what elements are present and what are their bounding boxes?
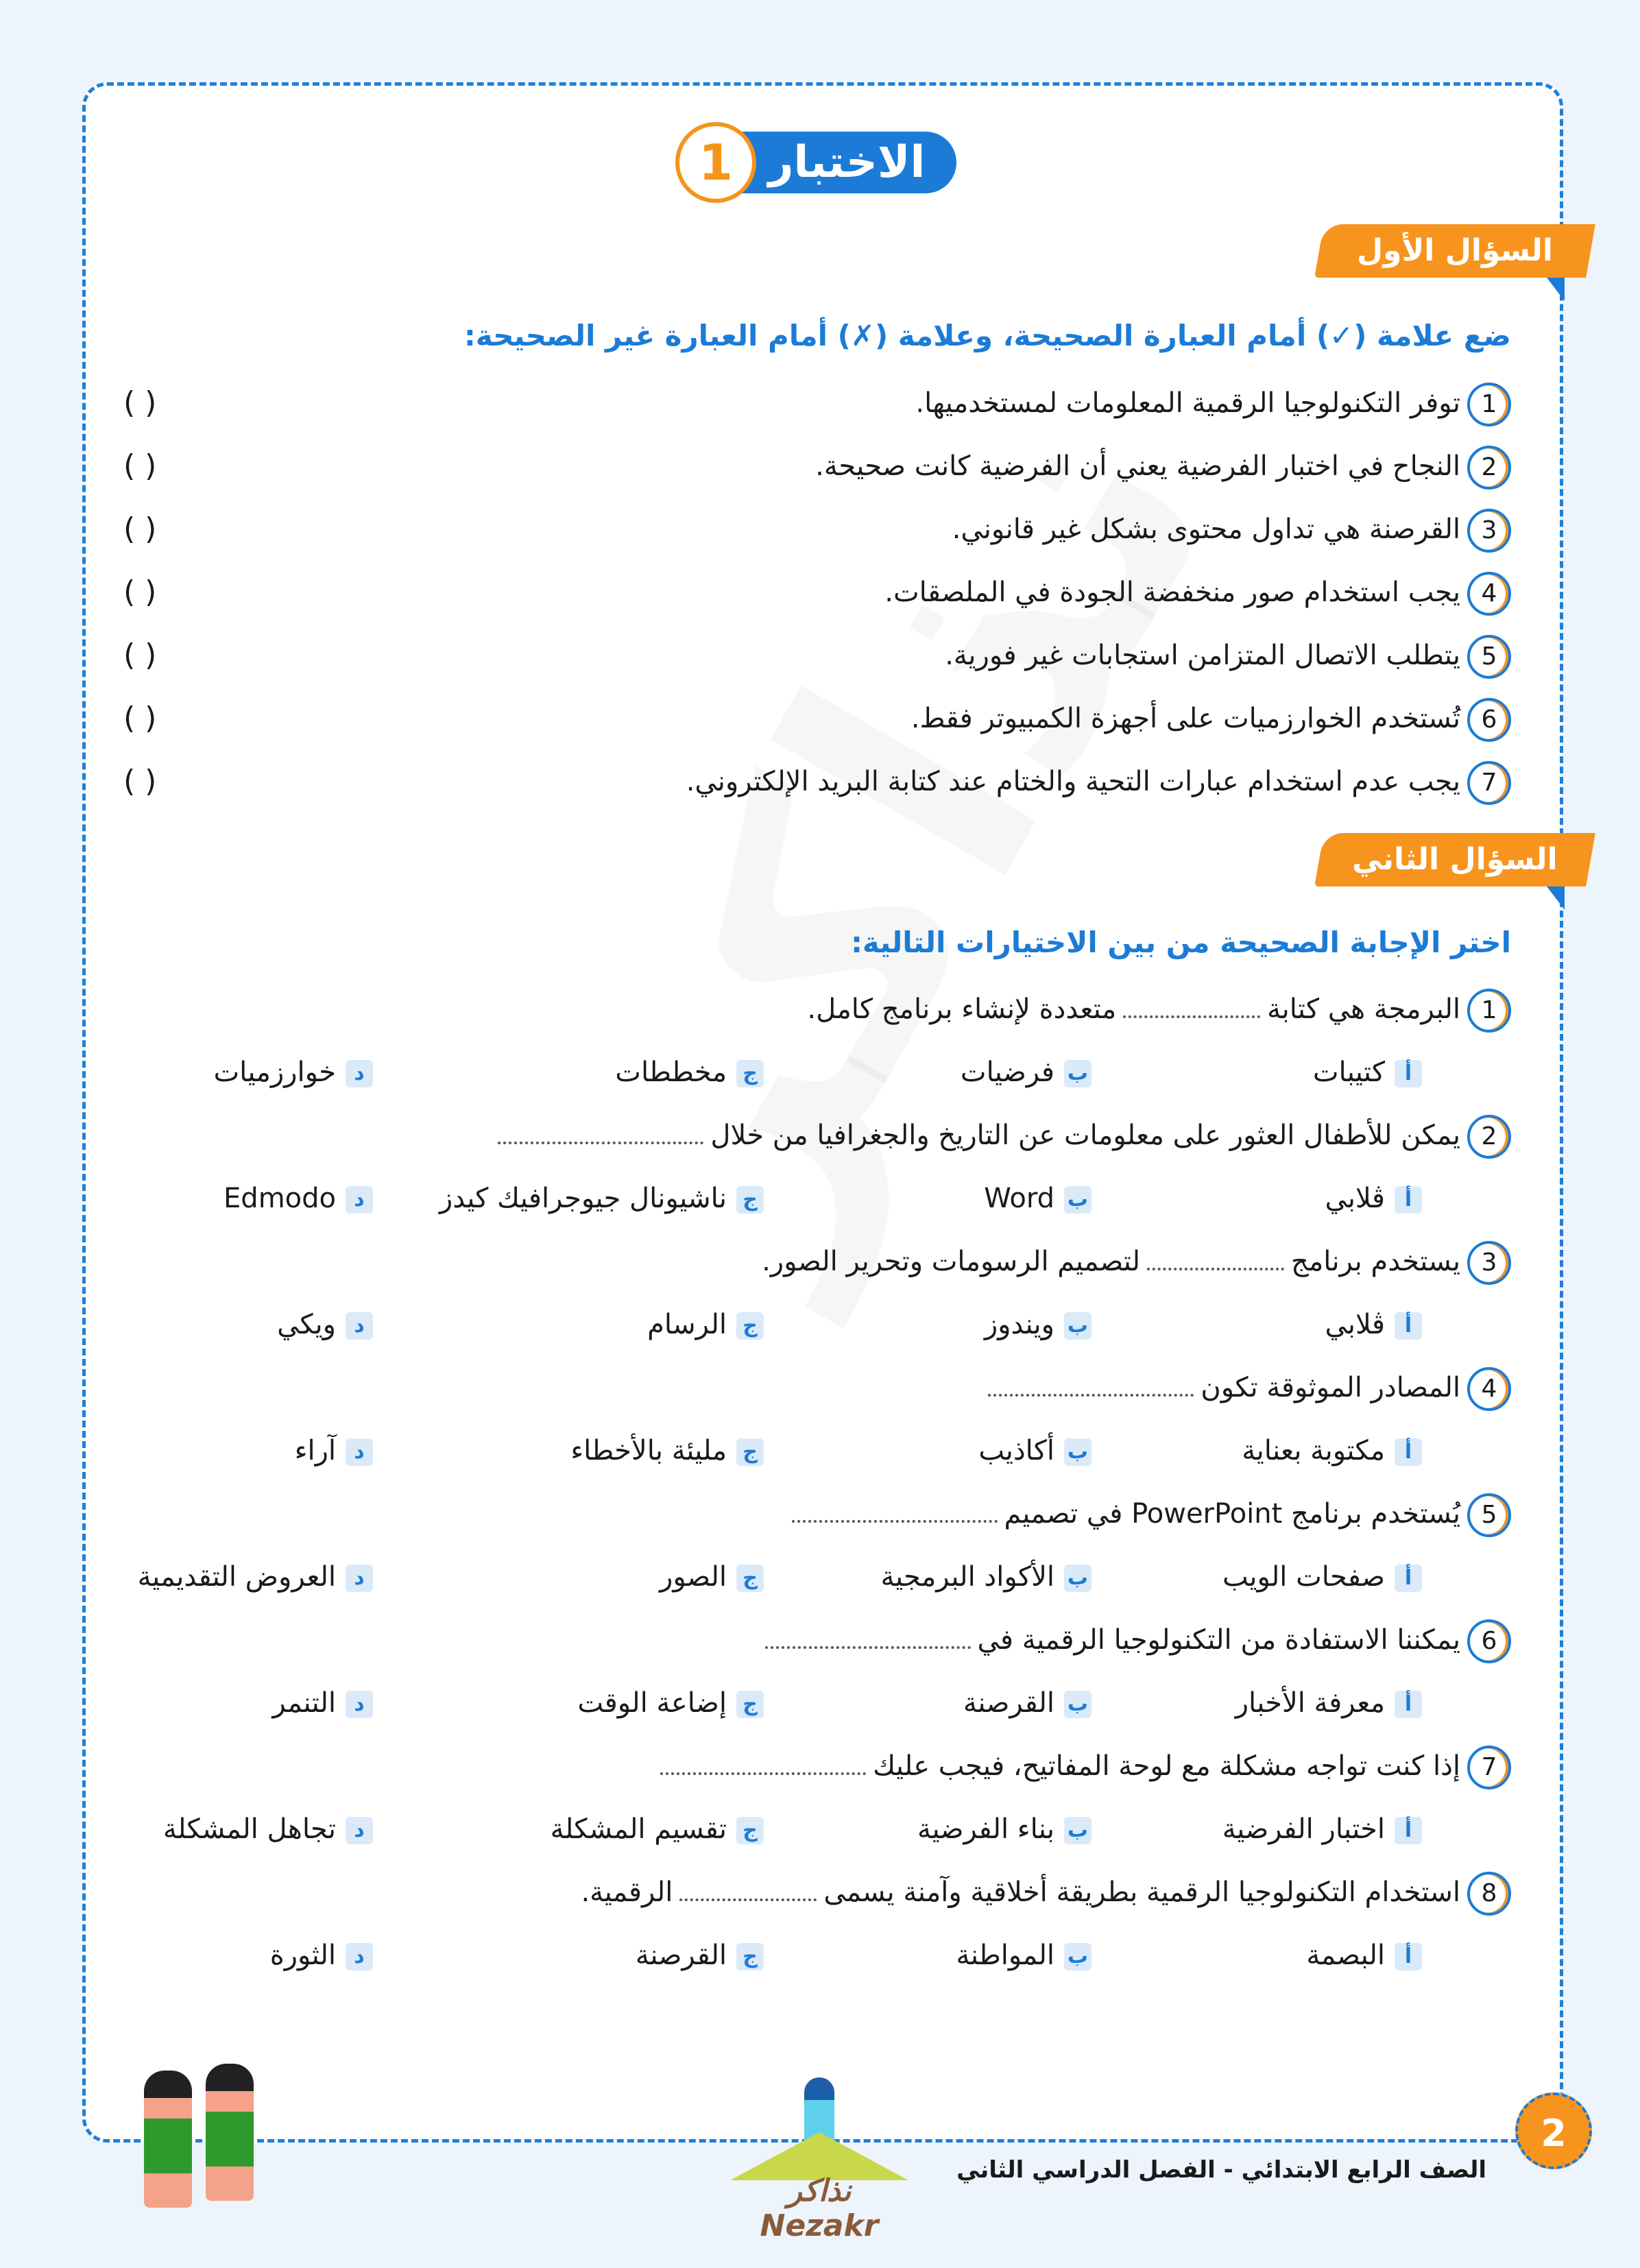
item-number: 7 [1467, 761, 1511, 805]
mcq-options [110, 1676, 1511, 1730]
option[interactable] [224, 1171, 373, 1226]
answer-blank[interactable] [1147, 1255, 1284, 1270]
option-letter: أ [1395, 1186, 1422, 1214]
option[interactable] [881, 1549, 1092, 1604]
item-text: النجاح في اختبار الفرضية يعني أن الفرضية كانت صحيحة. [815, 450, 1460, 482]
answer-blank[interactable] [660, 1760, 866, 1775]
option-text: الثورة [269, 1940, 336, 1971]
answer-blank[interactable]: ( ) [123, 701, 157, 736]
option[interactable] [1325, 1297, 1422, 1352]
option-letter: د [346, 1438, 373, 1466]
answer-blank[interactable]: ( ) [123, 385, 157, 420]
option-text: العروض التقديمية [137, 1561, 336, 1593]
answer-blank[interactable]: ( ) [123, 448, 157, 483]
option[interactable] [272, 1676, 373, 1730]
option-text: مكتوبة بعناية [1242, 1435, 1385, 1467]
answer-blank[interactable] [988, 1382, 1194, 1397]
option-letter: أ [1395, 1817, 1422, 1844]
item-text: يجب عدم استخدام عبارات التحية والختام عند كتابة البريد الإلكتروني. [686, 766, 1460, 797]
option-text: خوارزميات [213, 1057, 336, 1088]
question-text-before: المصادر الموثوقة تكون [1201, 1372, 1460, 1403]
option-text: بناء الفرضية [917, 1813, 1054, 1845]
option-letter: ب [1064, 1565, 1092, 1592]
item-number: 1 [1467, 989, 1511, 1033]
option[interactable] [985, 1297, 1092, 1352]
mcq-options [110, 1549, 1511, 1604]
option-text: اختبار الفرضية [1222, 1813, 1385, 1845]
option-letter: ج [736, 1943, 764, 1970]
option-letter: أ [1395, 1438, 1422, 1466]
item-text: القرصنة هي تداول محتوى بشكل غير قانوني. [952, 514, 1460, 545]
tf-item [110, 754, 1511, 809]
option-text: صفحات الويب [1222, 1561, 1385, 1593]
item-number: 2 [1467, 1115, 1511, 1159]
option-letter: د [346, 1817, 373, 1844]
option-text: ناشيونال جيوجرافيك كيدز [439, 1183, 727, 1214]
question-text-before: يمكن للأطفال العثور على معلومات عن التاريخ والجغرافيا من خلال [710, 1120, 1460, 1151]
option-text: تقسيم المشكلة [550, 1813, 727, 1845]
question-text-after: لتصميم الرسومات وتحرير الصور. [762, 1246, 1141, 1277]
option-text: ويكي [277, 1309, 336, 1340]
mcq-question [110, 1360, 1511, 1415]
mcq-question [110, 1108, 1511, 1163]
option[interactable] [647, 1297, 764, 1352]
option-letter: د [346, 1186, 373, 1214]
option-text: الصور [660, 1561, 727, 1593]
mcq-options [110, 1928, 1511, 1983]
question-text-before: يستخدم برنامج [1291, 1246, 1460, 1277]
option-text: المواطنة [956, 1940, 1054, 1971]
option-text: مخططات [615, 1057, 727, 1088]
item-text: يجب استخدام صور منخفضة الجودة في الملصقات. [884, 577, 1460, 608]
mcq-options [110, 1045, 1511, 1100]
option[interactable] [963, 1676, 1092, 1730]
option[interactable] [551, 1802, 764, 1857]
option[interactable] [956, 1928, 1092, 1983]
nezakr-logo [723, 2077, 915, 2243]
option-text: Word [984, 1183, 1054, 1214]
option-letter: ج [736, 1060, 764, 1087]
item-text: توفر التكنولوجيا الرقمية المعلومات لمستخدميها. [915, 387, 1460, 419]
item-number: 3 [1467, 1241, 1511, 1285]
option-text: القرصنة [635, 1940, 727, 1971]
item-text: تُستخدم الخوارزميات على أجهزة الكمبيوتر فقط. [911, 703, 1460, 734]
option-text: ويندوز [984, 1309, 1054, 1340]
banner-tail [1547, 278, 1565, 301]
option-letter: أ [1395, 1943, 1422, 1970]
option-letter: أ [1395, 1060, 1422, 1087]
page-number: 2 [1515, 2092, 1592, 2169]
option[interactable] [295, 1423, 373, 1478]
item-number: 4 [1467, 572, 1511, 616]
item-number: 2 [1467, 446, 1511, 490]
option[interactable] [1222, 1802, 1422, 1857]
item-number: 5 [1467, 635, 1511, 679]
option-text: مليئة بالأخطاء [570, 1435, 727, 1467]
option-letter: ب [1064, 1060, 1092, 1087]
mcq-options [110, 1423, 1511, 1478]
option[interactable] [660, 1549, 764, 1604]
mcq-question [110, 1613, 1511, 1667]
option-text: تجاهل المشكلة [162, 1813, 336, 1845]
item-number: 7 [1467, 1746, 1511, 1789]
option[interactable] [1313, 1045, 1422, 1100]
option[interactable] [439, 1171, 764, 1226]
answer-blank[interactable] [679, 1886, 817, 1901]
option-text: آراء [294, 1435, 336, 1467]
tf-item [110, 565, 1511, 620]
answer-blank[interactable]: ( ) [123, 511, 157, 546]
option[interactable] [1235, 1676, 1422, 1730]
option[interactable] [1306, 1928, 1422, 1983]
option[interactable] [570, 1423, 764, 1478]
logo-text: نذاكر Nezakr [760, 2173, 879, 2243]
option-letter: د [346, 1691, 373, 1718]
tf-item [110, 439, 1511, 494]
option[interactable] [1222, 1549, 1422, 1604]
question-text-before: يمكننا الاستفادة من التكنولوجيا الرقمية في [977, 1624, 1460, 1656]
question-text-after: الرقمية. [581, 1877, 673, 1908]
option[interactable] [615, 1045, 764, 1100]
option-text: Edmodo [224, 1183, 336, 1214]
tf-item [110, 502, 1511, 557]
mcq-question [110, 1234, 1511, 1289]
footer-grade-text: الصف الرابع الابتدائي - الفصل الدراسي الثاني [956, 2156, 1486, 2184]
mcq-question [110, 1865, 1511, 1920]
option[interactable] [1325, 1171, 1422, 1226]
item-number: 6 [1467, 1619, 1511, 1663]
option-letter: ب [1064, 1943, 1092, 1970]
tf-item [110, 376, 1511, 431]
item-number: 8 [1467, 1872, 1511, 1916]
question-text-before: إذا كنت تواجه مشكلة مع لوحة المفاتيح، فيجب عليك [873, 1750, 1460, 1782]
option-letter: ج [736, 1438, 764, 1466]
question-text-before: استخدام التكنولوجيا الرقمية بطريقة أخلاقية وآمنة يسمى [823, 1877, 1460, 1908]
exam-title-label: الاختبار [737, 132, 956, 193]
answer-blank[interactable] [1123, 1003, 1260, 1018]
option-text: الرسام [647, 1309, 727, 1340]
option-text: معرفة الأخبار [1235, 1687, 1385, 1719]
option-text: ڤلابي [1325, 1309, 1385, 1340]
question-1-instruction: ضع علامة (✓) أمام العبارة الصحيحة، وعلامة (✗) أمام العبارة غير الصحيحة: [463, 319, 1511, 352]
question-1-banner [1314, 224, 1595, 278]
option-letter: ج [736, 1565, 764, 1592]
exam-number: 1 [675, 122, 756, 203]
item-number: 4 [1467, 1367, 1511, 1411]
answer-blank[interactable]: ( ) [123, 638, 157, 673]
option[interactable] [978, 1423, 1092, 1478]
mcq-question [110, 1486, 1511, 1541]
option-letter: ج [736, 1817, 764, 1844]
children-illustration [117, 2057, 309, 2228]
option-letter: أ [1395, 1565, 1422, 1592]
question-2-banner [1314, 833, 1595, 886]
option[interactable] [138, 1549, 373, 1604]
option[interactable] [270, 1928, 373, 1983]
option-text: فرضيات [960, 1057, 1054, 1088]
tf-item [110, 691, 1511, 746]
question-text-before: البرمجة هي كتابة [1267, 993, 1460, 1025]
option-letter: ج [736, 1312, 764, 1340]
option[interactable] [961, 1045, 1092, 1100]
option-letter: أ [1395, 1691, 1422, 1718]
option-text: أكاذيب [978, 1435, 1054, 1467]
answer-blank[interactable] [498, 1129, 703, 1144]
option[interactable] [984, 1171, 1092, 1226]
question-2-title: السؤال الثاني [1352, 842, 1558, 877]
option-letter: د [346, 1060, 373, 1087]
question-2-instruction: اختر الإجابة الصحيحة من بين الاختيارات التالية: [851, 926, 1511, 959]
option[interactable] [577, 1676, 764, 1730]
option-text: التنمر [272, 1687, 336, 1719]
item-text: يتطلب الاتصال المتزامن استجابات غير فورية. [945, 640, 1460, 671]
item-number: 1 [1467, 383, 1511, 426]
question-text-before: يُستخدم برنامج PowerPoint في تصميم [1004, 1498, 1460, 1530]
mcq-options [110, 1297, 1511, 1352]
item-number: 5 [1467, 1493, 1511, 1537]
option-letter: د [346, 1565, 373, 1592]
option[interactable] [214, 1045, 373, 1100]
item-number: 6 [1467, 698, 1511, 742]
item-number: 3 [1467, 509, 1511, 553]
option[interactable] [1242, 1423, 1422, 1478]
question-1-title: السؤال الأول [1357, 233, 1553, 268]
option-letter: ج [736, 1691, 764, 1718]
option-letter: ب [1064, 1691, 1092, 1718]
option-letter: ب [1064, 1312, 1092, 1340]
answer-blank[interactable] [765, 1634, 971, 1649]
option[interactable] [636, 1928, 764, 1983]
option-text: إضاعة الوقت [577, 1687, 727, 1719]
option-letter: أ [1395, 1312, 1422, 1340]
option-text: الأكواد البرمجية [880, 1561, 1054, 1593]
banner-tail [1547, 886, 1565, 910]
option-text: البصمة [1306, 1940, 1385, 1971]
option-text: كتيبات [1312, 1057, 1385, 1088]
option-letter: ب [1064, 1438, 1092, 1466]
mcq-question [110, 982, 1511, 1037]
option-letter: ج [736, 1186, 764, 1214]
mcq-options [110, 1802, 1511, 1857]
answer-blank[interactable]: ( ) [123, 575, 157, 610]
answer-blank[interactable]: ( ) [123, 764, 157, 799]
option[interactable] [917, 1802, 1092, 1857]
answer-blank[interactable] [792, 1508, 998, 1523]
question-text-after: متعددة لإنشاء برنامج كامل. [807, 993, 1117, 1025]
option-letter: د [346, 1943, 373, 1970]
tf-item [110, 628, 1511, 683]
option[interactable] [277, 1297, 373, 1352]
option-letter: ب [1064, 1817, 1092, 1844]
exam-title [675, 122, 970, 203]
option-text: القرصنة [963, 1687, 1054, 1719]
option-letter: ب [1064, 1186, 1092, 1214]
option[interactable] [163, 1802, 373, 1857]
option-letter: د [346, 1312, 373, 1340]
mcq-options [110, 1171, 1511, 1226]
mcq-question [110, 1739, 1511, 1794]
option-text: ڤلابي [1325, 1183, 1385, 1214]
